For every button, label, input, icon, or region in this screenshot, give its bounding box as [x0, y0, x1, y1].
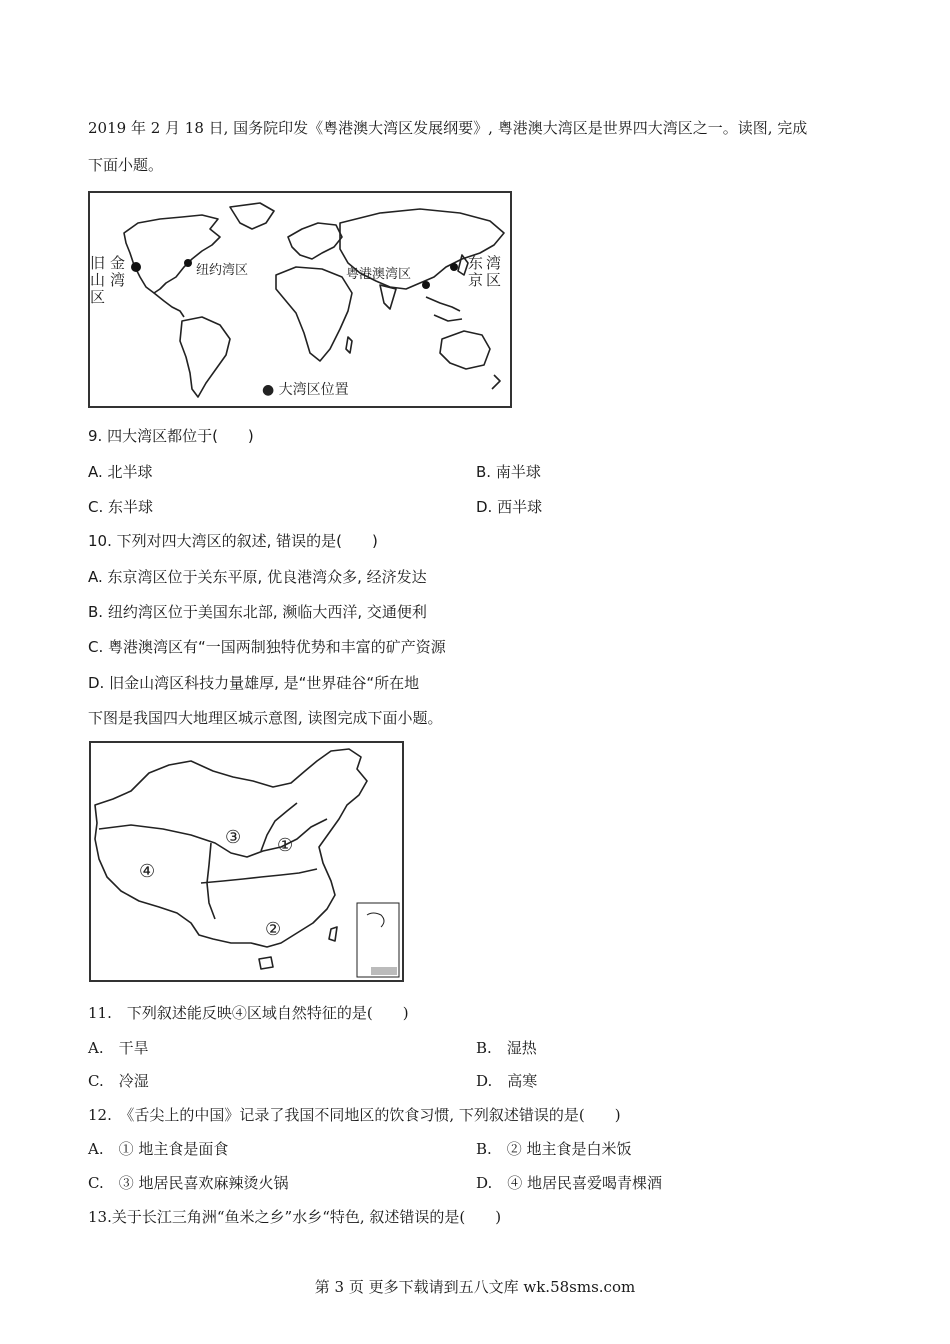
q10-option-d[interactable]: D. 旧金山湾区科技力量雄厚, 是“世界硅谷“所在地	[88, 674, 420, 692]
map-legend: ● 大湾区位置	[262, 382, 349, 398]
world-map	[88, 191, 512, 408]
intro-line-2: 下面小题。	[88, 156, 164, 174]
china-map	[89, 741, 404, 982]
tokyo-bay-dot	[450, 263, 458, 271]
region-4-label: ④	[139, 861, 156, 882]
q12-option-b[interactable]: B. ② 地主食是白米饭	[476, 1140, 632, 1158]
q11-option-a[interactable]: A. 干旱	[88, 1039, 149, 1057]
q11-option-c[interactable]: C. 冷湿	[88, 1072, 149, 1090]
region-1-label: ①	[277, 835, 294, 856]
q12-stem: 12. 《舌尖上的中国》记录了我国不同地区的饮食习惯, 下列叙述错误的是( )	[88, 1106, 621, 1124]
q9-option-a[interactable]: A. 北半球	[88, 463, 153, 481]
world-map-outline	[90, 193, 510, 406]
ny-label: 纽约湾区	[196, 263, 249, 278]
q12-option-d[interactable]: D. ④ 地居民喜爱喝青棵酒	[476, 1174, 663, 1192]
intro-2: 下图是我国四大地理区城示意图, 读图完成下面小题。	[88, 709, 443, 727]
q10-option-b[interactable]: B. 纽约湾区位于美国东北部, 濒临大西洋, 交通便利	[88, 603, 427, 621]
sf-label-col2: 金湾	[110, 254, 126, 289]
q10-option-a[interactable]: A. 东京湾区位于关东平原, 优良港湾众多, 经济发达	[88, 568, 427, 586]
gba-label: 粤港澳湾区	[346, 267, 412, 282]
q12-option-a[interactable]: A. ① 地主食是面食	[88, 1140, 229, 1158]
q9-option-d[interactable]: D. 西半球	[476, 498, 543, 516]
q13-stem: 13.关于长江三角洲“鱼米之乡”水乡“特色, 叙述错误的是( )	[88, 1208, 502, 1226]
q9-option-c[interactable]: C. 东半球	[88, 498, 154, 516]
q9-stem: 9. 四大湾区都位于( )	[88, 427, 254, 445]
intro-line-1: 2019 年 2 月 18 日, 国务院印发《粤港澳大湾区发展纲要》, 粤港澳大湾区是世界四大湾区之一。读图, 完成	[88, 119, 808, 137]
sf-bay-dot	[131, 262, 141, 272]
sf-label-col1: 旧山区	[90, 254, 106, 306]
q9-option-b[interactable]: B. 南半球	[476, 463, 541, 481]
q10-option-c[interactable]: C. 粤港澳湾区有“一国两制独特优势和丰富的矿产资源	[88, 638, 446, 656]
q11-stem: 11. 下列叙述能反映④区域自然特征的是( )	[88, 1004, 409, 1022]
q11-option-d[interactable]: D. 高寒	[476, 1072, 538, 1090]
ny-bay-dot	[184, 259, 192, 267]
region-3-label: ③	[225, 827, 242, 848]
china-map-outline	[91, 743, 402, 980]
region-2-label: ②	[265, 919, 282, 940]
page-footer: 第 3 页 更多下载请到五八文库 wk.58sms.com	[314, 1278, 636, 1296]
q10-stem: 10. 下列对四大湾区的叙述, 错误的是( )	[88, 532, 378, 550]
tokyo-label-col1: 东京	[468, 254, 484, 289]
gba-dot	[422, 281, 430, 289]
q12-option-c[interactable]: C. ③ 地居民喜欢麻辣烫火锅	[88, 1174, 289, 1192]
q11-option-b[interactable]: B. 湿热	[476, 1039, 537, 1057]
tokyo-label-col2: 湾区	[486, 254, 502, 289]
